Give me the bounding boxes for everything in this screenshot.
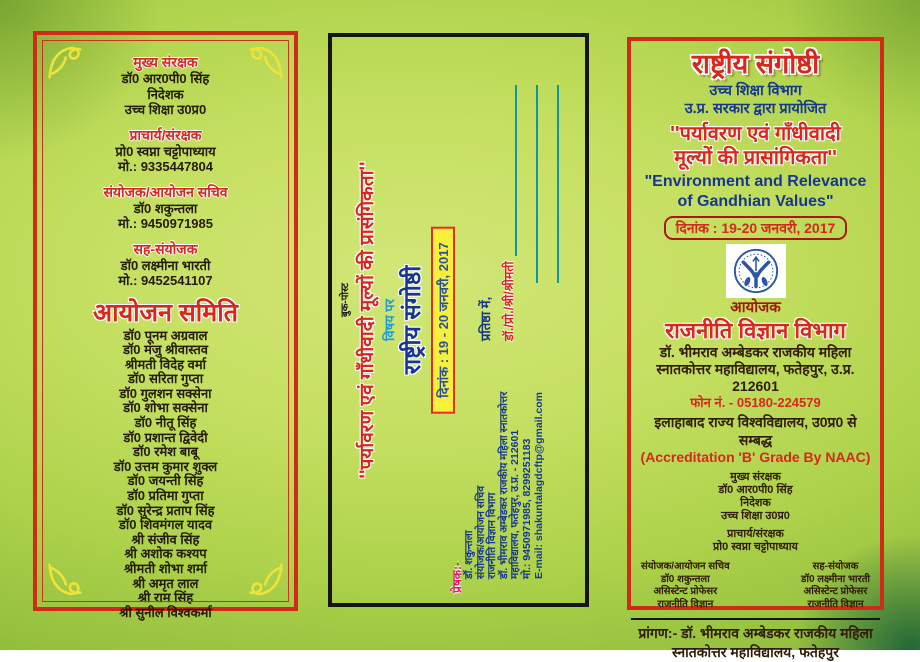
coconvener-line: राजनीति विज्ञान bbox=[807, 598, 864, 610]
official-section bbox=[37, 241, 294, 289]
convener-line: राजनीति विज्ञान bbox=[657, 598, 714, 610]
committee-member: श्री अमृत लाल bbox=[132, 575, 199, 591]
section-heading: प्राचार्य/संरक्षक bbox=[129, 126, 202, 143]
phone-number: फोन नं. - 05180-224579 bbox=[690, 395, 821, 410]
venue-block bbox=[631, 618, 880, 662]
sender-line: संयोजक/आयोजन सचिव bbox=[474, 485, 487, 579]
committee-member: श्री राम सिंह bbox=[137, 590, 194, 606]
sender-line: राजनीति विज्ञान विभाग bbox=[486, 492, 499, 579]
sender-line: डॉ. शकुन्तला bbox=[463, 530, 475, 579]
official-section bbox=[37, 127, 294, 175]
venue-line: प्रांगण:- डॉ. भीमराव अम्बेडकर राजकीय महिला bbox=[638, 625, 873, 641]
committee-member: डॉ0 गुलशन सक्सेना bbox=[119, 385, 212, 401]
salutation-label: डॉ./प्रो./श्री/श्रीमती bbox=[502, 261, 516, 341]
committee-member: श्री संजीव सिंह bbox=[131, 531, 200, 547]
corner-flourish-icon bbox=[249, 44, 285, 80]
principal-block bbox=[639, 528, 872, 554]
organizer-label: आयोजक bbox=[730, 299, 781, 316]
section-heading: संयोजक/आयोजन सचिव bbox=[103, 183, 228, 200]
committee-member: डॉ0 प्रतिमा गुप्ता bbox=[127, 488, 204, 504]
college-line: स्नातकोत्तर महाविद्यालय, फतेहपुर, उ.प्र. 212601 bbox=[656, 361, 855, 394]
theme-english-line: of Gandhian Values" bbox=[677, 193, 834, 210]
sender-line: E-mail: shakuntalagdcftp@gmail.com bbox=[532, 391, 545, 579]
coconvener-line: डॉ0 लक्ष्मीना भारती bbox=[801, 573, 870, 585]
patron-line: डॉ0 आर0पी0 सिंह bbox=[718, 484, 793, 496]
committee-member: डॉ0 उत्तम कुमार शुक्ल bbox=[113, 458, 218, 474]
section-heading: मुख्य संरक्षक bbox=[133, 54, 198, 70]
text-line: डॉ0 शकुन्तला bbox=[133, 200, 198, 216]
committee-member: डॉ0 रमेश बाबू bbox=[133, 444, 198, 460]
mailer-subject-label: विषय पर bbox=[382, 299, 397, 341]
college-line: डॉ. भीमराव अम्बेडकर राजकीय महिला bbox=[659, 344, 852, 360]
department-name: राजनीति विज्ञान विभाग bbox=[665, 318, 846, 343]
committee-member: डॉ0 जयन्ती सिंह bbox=[127, 473, 204, 489]
committee-member: डॉ0 प्रशान्त द्विवेदी bbox=[123, 429, 208, 445]
coconvener-column bbox=[801, 561, 870, 611]
coconvener-line: सह-संयोजक bbox=[812, 561, 859, 572]
affiliation-line: इलाहाबाद राज्य विश्वविद्यालय, उ0प्र0 से सम्बद्ध bbox=[654, 414, 857, 448]
theme-hindi-line: ''पर्यावरण एवं गाँधीवादी bbox=[670, 123, 841, 145]
up-government-seal-icon bbox=[726, 244, 786, 298]
text-line: उच्च शिक्षा उ0प्र0 bbox=[124, 102, 207, 117]
patron-line: उच्च शिक्षा उ0प्र0 bbox=[721, 510, 790, 522]
venue-line: स्नातकोत्तर महाविद्यालय, फतेहपुर bbox=[672, 644, 839, 660]
committee-member: डॉ0 सरिता गुप्ता bbox=[127, 371, 204, 387]
text-line: प्रो0 स्वप्ना चट्टोपाध्याय bbox=[115, 143, 216, 159]
sender-line: मो.: 9450971985, 8299251183 bbox=[520, 438, 533, 579]
section-heading: सह-संयोजक bbox=[133, 240, 198, 257]
sender-lines bbox=[464, 353, 545, 593]
committee-member: डॉ0 नीतू सिंह bbox=[134, 415, 197, 431]
theme-english bbox=[639, 172, 872, 212]
patron-line: निदेशक bbox=[740, 497, 771, 509]
mailer-date-strip: दिनांक : 19 - 20 जनवरी, 2017 bbox=[431, 226, 455, 413]
college-name bbox=[639, 344, 872, 395]
mailer-panel bbox=[328, 33, 589, 607]
text-line: मो.: 9450971985 bbox=[118, 216, 213, 231]
committee-heading: आयोजन समिति bbox=[93, 298, 238, 327]
committee-member: डॉ0 मंजु श्रीवास्तव bbox=[122, 342, 209, 358]
front-cover-panel bbox=[627, 37, 884, 660]
committee-member: डॉ0 पूनम अग्रवाल bbox=[123, 327, 208, 343]
address-write-line bbox=[503, 85, 517, 256]
official-section bbox=[37, 184, 294, 232]
coconvener-line: असिस्टेन्ट प्रोफेसर bbox=[803, 586, 868, 597]
corner-flourish-icon bbox=[46, 562, 82, 598]
sender-block bbox=[450, 353, 545, 593]
patron-line: मुख्य संरक्षक bbox=[730, 471, 781, 483]
address-write-line bbox=[538, 85, 559, 283]
addressee-label: प्रतिष्ठा में, bbox=[478, 296, 493, 341]
address-write-line bbox=[517, 85, 538, 283]
section-lines bbox=[37, 258, 294, 289]
sender-line: डॉ. भीमराव अम्बेडकर राजकीय महिला स्नातकोत्तर bbox=[497, 391, 510, 579]
convener-line: असिस्टेन्ट प्रोफेसर bbox=[653, 586, 718, 597]
sender-label: प्रेषक:- bbox=[450, 562, 464, 593]
committee-member: डॉ0 सुरेन्द्र प्रताप सिंह bbox=[116, 502, 215, 518]
principal-line: प्राचार्य/संरक्षक bbox=[727, 528, 784, 540]
chief-patron-block bbox=[639, 471, 872, 523]
seminar-title: राष्ट्रीय संगोष्ठी bbox=[691, 49, 820, 79]
address-block bbox=[478, 85, 559, 341]
text-line: निदेशक bbox=[147, 86, 184, 102]
committee-member: श्री अशोक कश्यप bbox=[124, 546, 207, 562]
convener-line: संयोजक/आयोजन सचिव bbox=[641, 561, 730, 572]
principal-line: प्रो0 स्वप्ना चट्टोपाध्याय bbox=[713, 541, 798, 553]
mailer-theme: ''पर्यावरण एवं गाँधीवादी मूल्यों की प्रासंगिकता'' bbox=[357, 161, 378, 479]
section-lines bbox=[37, 144, 294, 175]
sponsor-line: उ.प्र. सरकार द्वारा प्रायोजित bbox=[684, 101, 827, 117]
theme-hindi bbox=[639, 122, 872, 170]
committee-member: डॉ0 शिवमंगल यादव bbox=[118, 517, 213, 533]
date-box: दिनांक : 19-20 जनवरी, 2017 bbox=[664, 216, 848, 240]
theme-english-line: "Environment and Relevance bbox=[644, 173, 867, 190]
text-line: मो.: 9452541107 bbox=[118, 273, 213, 288]
salutation-row bbox=[500, 85, 517, 341]
convener-column bbox=[641, 561, 730, 611]
text-line: डॉ0 लक्ष्मीना भारती bbox=[120, 257, 211, 273]
sender-line: महाविद्यालय, फतेहपुर, उ.प्र. - 212601 bbox=[509, 429, 522, 579]
committee-panel bbox=[33, 31, 298, 620]
text-line: डॉ0 आर0पी0 सिंह bbox=[121, 71, 210, 86]
theme-hindi-line: मूल्यों की प्रासांगिकता'' bbox=[674, 147, 837, 169]
committee-member: श्री सुनील विश्वकर्मा bbox=[119, 604, 212, 620]
corner-flourish-icon bbox=[249, 562, 285, 598]
text-line: मो.: 9335447804 bbox=[118, 159, 213, 174]
convener-line: डॉ0 शकुन्तला bbox=[660, 573, 710, 585]
mailer-seminar-title: राष्ट्रीय संगोष्ठी bbox=[399, 265, 425, 375]
section-lines bbox=[37, 201, 294, 232]
accreditation-line: (Accreditation 'B' Grade By NAAC) bbox=[640, 449, 871, 465]
corner-flourish-icon bbox=[46, 44, 82, 80]
committee-member: श्रीमती शोभा शर्मा bbox=[123, 561, 208, 576]
committee-member: डॉ0 शोभा सक्सेना bbox=[123, 400, 208, 416]
committee-member: श्रीमती विदेह वर्मा bbox=[124, 356, 207, 372]
book-post-label: बुक-पोस्ट bbox=[340, 283, 351, 317]
convener-columns bbox=[639, 561, 872, 611]
sponsor-line: उच्च शिक्षा विभाग bbox=[709, 83, 802, 99]
officials-list bbox=[37, 54, 294, 289]
rotated-mailer-content bbox=[332, 37, 585, 603]
sponsor-lines bbox=[639, 82, 872, 118]
